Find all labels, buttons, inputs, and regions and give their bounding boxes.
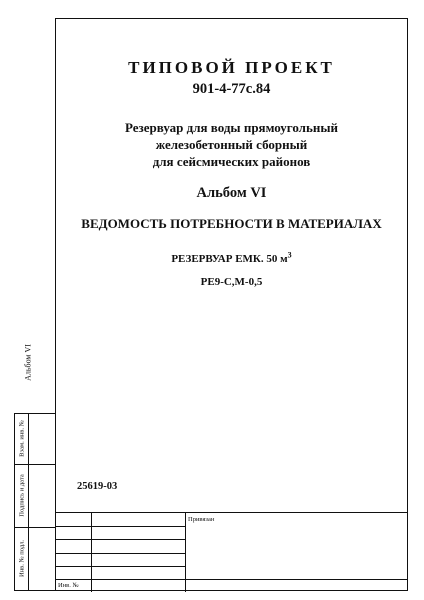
- stamp-hline: [55, 566, 185, 567]
- title-line-1: Резервуар для воды прямоугольный: [125, 120, 338, 135]
- strip-row-line: [15, 464, 56, 465]
- album-title: Альбом VI: [196, 185, 267, 201]
- side-album-label: Альбом VI: [23, 344, 33, 381]
- reservoir-label: [55, 250, 408, 265]
- reservoir-label-text: РЕЗЕРВУАР ЕМК. 50 м: [171, 253, 288, 265]
- document-number: 25619-03: [77, 481, 118, 492]
- stamp-hline: [55, 526, 185, 527]
- title-line-2: железобетонный сборный: [155, 137, 308, 152]
- section-title: ВЕДОМОСТЬ ПОТРЕБНОСТИ В МАТЕРИАЛАХ: [81, 216, 382, 231]
- stamp-privyazan-label: Привязан: [188, 516, 215, 523]
- side-inv-podl-label: Инв. № подл.: [18, 539, 26, 578]
- stamp-vline: [185, 513, 186, 592]
- side-podpis-label: Подпись и дата: [18, 474, 26, 517]
- project-code: 901-4-77с.84: [192, 81, 271, 97]
- stamp-hline: [55, 553, 185, 554]
- strip-row-line: [15, 527, 56, 528]
- stamp-hline: [55, 579, 408, 580]
- project-title: [55, 119, 408, 170]
- drawing-frame: [55, 18, 408, 591]
- title-line-3: для сейсмических районов: [152, 154, 311, 169]
- side-vzam-label: Взам. инв. №: [18, 420, 26, 457]
- strip-divider: [28, 414, 29, 590]
- reservoir-mark: РЕ9-С,М-0,5: [200, 276, 263, 288]
- bottom-stamp: [55, 512, 408, 591]
- project-series: ТИПОВОЙ ПРОЕКТ: [128, 58, 335, 77]
- reservoir-unit-sup: 3: [287, 250, 292, 260]
- side-stamp-strip: [14, 413, 56, 591]
- stamp-inv-label: Инв. №: [58, 582, 79, 589]
- stamp-hline: [55, 539, 185, 540]
